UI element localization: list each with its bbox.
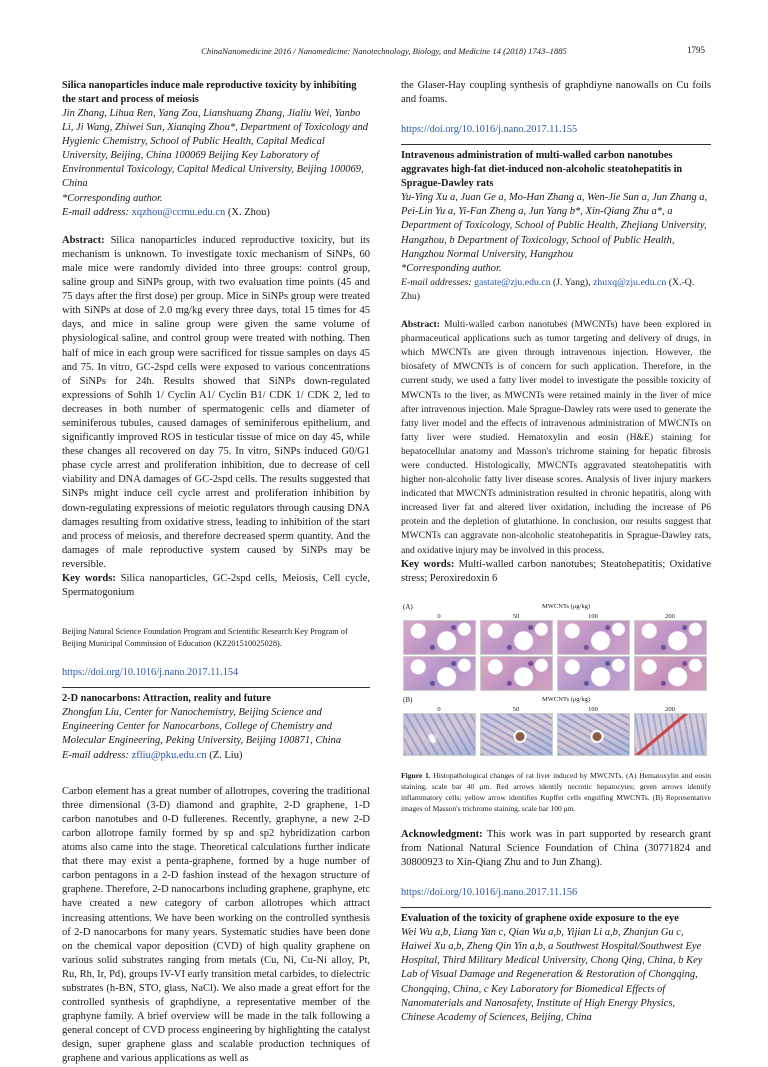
article-authors: Zhongfan Liu, Center for Nanochemistry, Beijing Science and Engineering Center for Nanocarbons, College of Chemistry and Molecular Engineering, Peking University, Beijing 100871, China xyxy=(62,707,342,747)
keywords-label: Key words: xyxy=(62,573,116,584)
masson-stain-image-100 xyxy=(557,713,630,756)
right-column xyxy=(401,79,711,1025)
email-label: E-mail address: xyxy=(62,206,129,218)
dose-label-a-0: 0 xyxy=(437,612,441,620)
email-link-1[interactable]: gastate@zju.edu.cn xyxy=(474,276,551,288)
figure-caption xyxy=(401,770,711,814)
he-stain-image-200 xyxy=(634,620,707,655)
journal-citation: ChinaNanomedicine 2016 / Nanomedicine: Nanotechnology, Biology, and Medicine 14 (2018) 1743–1885 xyxy=(201,46,567,56)
caption-label: Figure 1. xyxy=(401,770,431,780)
dose-label-b-0: 0 xyxy=(437,705,441,713)
funding-note: Beijing Natural Science Foundation Program and Scientific Research Key Program of Beijing Municipal Commission of Education (KZ201510025028). xyxy=(62,627,348,649)
he-stain-image-50b xyxy=(480,656,553,691)
article-title: Silica nanoparticles induce male reproductive toxicity by inhibiting the start and process of meiosis xyxy=(62,80,357,105)
ack-text: This work was in part supported by research grant from National Natural Science Foundation of China (30771824 and 30800923 to Xin-Qiang Zhu and to Jun Zhang). xyxy=(401,828,712,868)
continued-text: the Glaser-Hay coupling synthesis of graphdiyne nanowalls on Cu foils and foams. xyxy=(401,80,711,106)
article-authors: Wei Wu a,b, Liang Yan c, Qian Wu a,b, Yijian Li a,b, Zhanjun Gu c, Haiwei Xu a,b, Zheng Qin Yin a,b, a Southwest Hospital/Southwest Eye Hospital, Third Military Medical University, Chong Qing, China, b Key Lab of Visual Damage and Regeneration & Restoration of Chongqing, Chongqing, China, c Key Laboratory for Biomedical Effects of Nanomaterials and Nanosafety, Institute of High Energy Physics, Chinese Academy of Sciences, Beijing, China xyxy=(401,927,703,1023)
article-title: 2-D nanocarbons: Attraction, reality and future xyxy=(62,693,271,705)
he-stain-image-0 xyxy=(403,620,476,655)
masson-stain-image-50 xyxy=(480,713,553,756)
masson-stain-image-0 xyxy=(403,713,476,756)
histology-figure xyxy=(401,598,711,758)
keywords-line xyxy=(401,558,711,586)
abstract-text: Multi-walled carbon nanotubes (MWCNTs) have been explored in pharmaceutical applications such as tumor targeting and delivery of drugs, in which MWCNTs are given through intravenous injection. However, the biosafety of MWCNTs is of concern for such application. Therefore, in the current study, we used a fatty liver model to investigate the possible toxicity of MWCNTs to the liver, as MWCNTs were retained mainly in the liver of mice after intravenous injection. Male Sprague-Dawley rats were used to generate the fatty liver model and the effects of intravenous administration of MWCNTs on fatty liver were studied. Hematoxylin and eosin (H&E) staining for hepatocellular anatomy and Masson's trichrome staining for hepatic fibrosis were conducted. Histologically, MWCNTs aggravated steatohepatitis with higher non-alcoholic fatty liver disease scores. Analysis of liver injury markers indicated that MWCNTs administration resulted in chronic hepatitis, along with increased liver fat and altered liver oxidation, including the increase of P6 protein and the depletion of glutathione. In conclusion, our results suggest that MWCNTs can aggravate non-alcoholic steatohepatitis in Sprague-Dawley rats, and oxidative injury may be involved in this process. xyxy=(401,319,711,556)
email-line xyxy=(62,206,370,220)
keywords-label: Key words: xyxy=(401,558,455,570)
abstract-label: Abstract: xyxy=(401,319,440,331)
email-owner-2: (X.-Q. Zhu) xyxy=(401,276,695,302)
dose-label-b-100: 100 xyxy=(588,705,598,713)
email-owner-1: (J. Yang), xyxy=(553,276,591,288)
abstract-silica xyxy=(62,79,370,680)
email-line xyxy=(62,749,370,763)
article-title: Evaluation of the toxicity of graphene oxide exposure to the eye xyxy=(401,913,679,925)
he-stain-image-100 xyxy=(557,620,630,655)
abstract-nanocarbons xyxy=(62,687,370,1066)
doi-link[interactable]: https://doi.org/10.1016/j.nano.2017.11.155 xyxy=(401,124,578,136)
he-stain-image-0b xyxy=(403,656,476,691)
doi-link[interactable]: https://doi.org/10.1016/j.nano.2017.11.156 xyxy=(401,887,578,899)
page-number: 1795 xyxy=(687,45,705,55)
he-stain-image-100b xyxy=(557,656,630,691)
email-owner: (X. Zhou) xyxy=(227,206,270,218)
keywords-text: Silica nanoparticles, GC-2spd cells, Meiosis, Cell cycle, Spermatogonium xyxy=(62,573,370,599)
corresponding-note: *Corresponding author. xyxy=(401,262,502,274)
panel-b-axis-title: MWCNTs (μg/kg) xyxy=(542,695,590,703)
he-stain-image-200b xyxy=(634,656,707,691)
dose-label-a-100: 100 xyxy=(588,612,598,620)
dose-label-b-200: 200 xyxy=(665,705,675,713)
email-owner: (Z. Liu) xyxy=(209,749,243,761)
abstract-paragraph xyxy=(62,234,370,572)
email-link[interactable]: xqzhou@ccmu.edu.cn xyxy=(131,206,226,218)
abstract-mwcnt xyxy=(401,144,711,900)
doi-link[interactable]: https://doi.org/10.1016/j.nano.2017.11.154 xyxy=(62,667,239,679)
abstract-label: Abstract: xyxy=(62,234,105,246)
abstract-text: Silica nanoparticles induced reproductive toxicity, but its mechanism is unknown. To investigate toxic mechanism of SiNPs, 60 male mice were randomly divided into three groups: control group, saline group and SiNPs group, with two evaluation time points (45 and 75 days after the first dose) per group. Mice in SiNPs group were treated with SiNPs at dose of 2.0 mg/kg every three days, total 15 times for 45 days, and mice in saline group were given the same volume of physiological saline, and control group were treated with nothing. Then half of mice in each group were sacrificed for tissue samples on days 45 and 75. In vitro, GC-2spd cells were exposed to various concentrations of SiNPs for 24h. Results showed that SiNPs down-regulated expressions of Sohlh 1/ Cyclin A1/ Cyclin B1/ CDK 1/ CDK 2, led to decreases in both number of spermatogenic cells and diameter of seminiferous tubules, caused damages of seminiferous epithelium, and significantly improved ROS in testicular tissue of mice on day 45, while these changes all recovered on day 75. In vitro, SiNPs induced G0/G1 phase cycle arrest and proliferation inhibition, due to decrease of cell viability and DNA damages of GC-2spd cells. The results suggested that SiNPs might induce cell cycle arrest and proliferation inhibition by down-regulating expressions of meiotic regulators through causing DNA damages resulting from oxidative stress, leading to inhibition of the start and process of meiosis, and therefore decreased sperm quantity. And the damages of male reproductive system caused by SiNPs may be reversible. xyxy=(62,234,371,570)
masson-stain-image-200 xyxy=(634,713,707,756)
body-text: Carbon element has a great number of allotropes, covering the traditional three dimensional (3-D) diamond and graphite, 2-D graphene, 1-D carbon nanotubes and 0-D fullerenes. Recently, graphyne, a new 2-D carbon allotrope family formed by sp and sp2 hybridization carbon atoms also came into the stage. Theoretical calculations further indicate that there may exist a penta-graphene, formed by a huge number of carbon pentagons in a 2-D fashion instead of the hexagon structure of graphene. Therefore, 2-D nanocarbons including graphene, graphyne, etc have created a new category of carbon allotropes which attract increasing attentions. We have been working on the controlled synthesis of 2-D nanocarbons for many years. Systematic studies have been done on the chemical vapor deposition (CVD) of high quality graphene on various solid substrates ranging from metals (Cu, Ni, Cu-Ni alloy, Pt, Ru, Rh, Ir, Pd), groups IV-VI early transition metal carbides, to dielectric substrates (h-BN, STO, glass, NaCl). We also made a great effort for the controlled synthesis of graphdiyne, a representative member of the graphyne family. A brief overview will be made in the talk following a general concept of CVD process engineering by highlighting the catalyst design, super graphene glass and scalable production techniques of graphene and various applications as well as xyxy=(62,785,370,1065)
article-authors: Yu-Ying Xu a, Juan Ge a, Mo-Han Zhang a, Wen-Jie Sun a, Jun Zhang a, Pei-Lin Yu a, Yi-Fan Zheng a, Jun Yang b*, Xin-Qiang Zhu a*, a Department of Toxicology, School of Public Health, Zhejiang University, Hangzhou, b Department of Toxicology, School of Public Health, Hangzhou Normal University, Hangzhou xyxy=(401,192,708,260)
article-authors: Jin Zhang, Lihua Ren, Yang Zou, Lianshuang Zhang, Jialiu Wei, Yanbo Li, Ji Wang, Zhiwei Sun, Xianqing Zhou*, Department of Toxicology and Hygienic Chemistry, School of Public Health, Capital Medical University, Beijing, China 100069 Beijing Key Laboratory of Environmental Toxicology, Capital Medical University, Beijing 100069, China xyxy=(62,108,369,190)
email-link[interactable]: zfliu@pku.edu.cn xyxy=(131,749,207,761)
email-link-2[interactable]: zhuxq@zju.edu.cn xyxy=(593,276,667,288)
acknowledgment xyxy=(401,828,711,870)
keywords-text: Multi-walled carbon nanotubes; Steatohepatitis; Oxidative stress; Peroxiredoxin 6 xyxy=(401,558,711,584)
email-label: E-mail addresses: xyxy=(401,276,472,288)
panel-b-label: (B) xyxy=(403,695,413,704)
left-column xyxy=(62,79,370,1067)
dose-label-a-200: 200 xyxy=(665,612,675,620)
corresponding-note: *Corresponding author. xyxy=(62,192,163,204)
email-line xyxy=(401,276,711,304)
panel-a-label: (A) xyxy=(403,602,413,611)
caption-text: Histopathological changes of rat liver induced by MWCNTs. (A) Hematoxylin and eosin staining, scale bar 40 μm. Red arrows identify necrotic hepatocytes; green arrows identify inflammatory cells; yellow arrow identifies Kupffer cells engulfing MWCNTs. (B) Representative images of Masson's trichrome staining, scale bar 100 μm. xyxy=(401,770,712,813)
keywords-line xyxy=(62,572,370,600)
article-title: Intravenous administration of multi-walled carbon nanotubes aggravates high-fat diet-induced non-alcoholic steatohepatitis in Sprague-Dawley rats xyxy=(401,150,683,190)
ack-label: Acknowledgment: xyxy=(401,828,483,840)
he-stain-image-50 xyxy=(480,620,553,655)
dose-label-b-50: 50 xyxy=(512,705,520,713)
abstract-graphene-eye xyxy=(401,907,711,1025)
dose-label-a-50: 50 xyxy=(512,612,520,620)
page-header xyxy=(0,43,768,59)
abstract-paragraph xyxy=(401,318,711,558)
panel-a-axis-title: MWCNTs (μg/kg) xyxy=(542,602,590,610)
email-label: E-mail address: xyxy=(62,749,129,761)
